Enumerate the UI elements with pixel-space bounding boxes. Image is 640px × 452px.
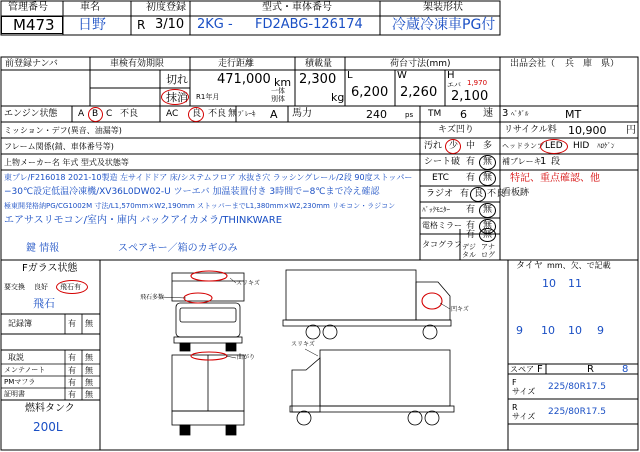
engine-A: A [78, 109, 85, 119]
tacho-yes: 有 [466, 230, 476, 240]
load-value: 2,300 [299, 72, 337, 87]
dealer-label: 出品会社（ [510, 59, 556, 69]
H-label: H [447, 70, 455, 81]
ac-label: AC [166, 109, 179, 119]
glass-label: Fガラス状態 [22, 263, 78, 274]
W-value: 2,260 [400, 85, 438, 100]
separate-label: 別体 [271, 95, 285, 103]
model-label: 型式・車体番号 [262, 2, 332, 13]
diagram-dent: 凹キズ [451, 306, 469, 313]
expired-text: 切れ [166, 73, 188, 86]
led-option: LED [545, 141, 563, 151]
seat-yes: 有 [466, 157, 476, 167]
tire-rear-4: 9 [597, 324, 604, 337]
mission-label: ミッション・デフ(異音、油漏等) [4, 126, 122, 135]
fuel-value: 200L [33, 420, 63, 434]
body-label: 架装形状 [423, 2, 463, 13]
keys-label: 鍵 情報 [26, 243, 60, 254]
proof-yes: 有 [68, 390, 76, 399]
headlamp-label: ヘッドランプ [502, 142, 544, 150]
load-label: 積載量 [305, 59, 333, 69]
date-frag: R1年月 [196, 93, 220, 101]
proof-no: 無 [85, 390, 93, 399]
menu-yes: 有 [68, 366, 76, 375]
f-size-label: F サイズ [512, 378, 536, 396]
ac-none: 無 [228, 109, 238, 119]
hp-label: 馬力 [292, 108, 312, 119]
f-size-value: 225/80R17.5 [548, 382, 606, 392]
engine-label: エンジン状態 [4, 109, 58, 119]
aux-brake-value: 1 [540, 156, 547, 167]
r-size-value: 225/80R17.5 [548, 407, 606, 417]
notes-title: 特記、重点確認、他 [510, 173, 600, 184]
car-name-label: 車名 [80, 2, 100, 13]
tire-rear-3: 10 [568, 324, 582, 337]
fuel-label: 燃料タンク [25, 403, 75, 414]
proof-label: 証明書 [4, 390, 25, 398]
mt-value: MT [565, 108, 582, 121]
evap-value: 1,970 [467, 79, 488, 87]
radio-good: 良 [474, 189, 484, 199]
model-code: 2KG - [197, 17, 233, 32]
mirror-label: 電格ミラー [422, 221, 462, 230]
dirt-many: 多 [483, 141, 493, 151]
truck-rear-view [172, 355, 244, 435]
frame-label: フレーム関係(錆、車体番号等) [4, 142, 114, 151]
menu-no: 無 [85, 366, 93, 375]
radio-yes: 有 [460, 189, 470, 199]
pm-yes: 有 [68, 378, 76, 387]
chassis-no: FD2ABG-126174 [255, 17, 363, 32]
ac-good: 良 [192, 109, 202, 119]
hp-value: 240 [366, 108, 387, 121]
chip-note: 飛石 [33, 297, 55, 310]
speed-unit: 速 [483, 108, 493, 119]
erased-text: 抹消 [166, 91, 188, 104]
hid-option: HID [573, 141, 590, 151]
tire-rear-2: 10 [541, 324, 555, 337]
dealer-pref: 兵 庫 県） [565, 59, 620, 69]
dims-label: 荷台寸法(mm) [390, 59, 451, 69]
upper-label: 上物メーカー名 年式 型式及状態等 [4, 158, 129, 167]
truck-side-view-left [283, 270, 451, 339]
etc-no: 無 [483, 173, 493, 183]
recycle-value: 10,900 [568, 124, 607, 137]
mirror-no: 無 [483, 221, 493, 231]
diagram-scratch-2: スリキズ [291, 341, 315, 348]
mgmt-no-label: 管理番号 [8, 2, 48, 13]
seat-no: 無 [483, 157, 493, 167]
body-type: 冷蔵冷凍車PG付 [392, 17, 496, 33]
record-label: 記録簿 [8, 319, 32, 328]
r-size-label: R サイズ [512, 403, 536, 421]
record-yes: 有 [68, 319, 76, 328]
record-no: 無 [85, 319, 93, 328]
manual-yes: 有 [68, 353, 76, 362]
seat-label: シート破 [424, 157, 461, 167]
pm-no: 無 [85, 378, 93, 387]
recycle-unit: 円 [626, 125, 636, 136]
menu-label: メンテノート [4, 366, 46, 374]
brake-label: ﾌﾞﾚｰｷ [238, 110, 256, 118]
tm-value: 6 [460, 108, 467, 121]
spare-R: R [587, 364, 594, 375]
diagram-crack: 飛石多数 [140, 294, 165, 301]
L-label: L [347, 70, 353, 81]
tacho-digital: デジ タル [462, 243, 476, 259]
manual-no: 無 [85, 353, 93, 362]
W-label: W [397, 70, 407, 81]
tire-front-1: 10 [542, 277, 556, 290]
keys-value: スペアキー／箱のカギのみ [118, 243, 238, 254]
glass-chip: 飛石有 [60, 283, 81, 291]
tacho-analog: アナ ログ [481, 243, 495, 259]
spare-label: スペア [510, 365, 534, 374]
etc-label: ETC [432, 173, 449, 183]
manual-label: 取説 [8, 353, 24, 362]
mirror-yes: 有 [466, 221, 476, 231]
desc-line-1: 東プレ/F216018 2021-10製造 左サイドドア 床/システムフロア 水抜き穴 ラッシングレール/2段 90度ストッパー [4, 173, 413, 182]
engine-bad: 不良 [120, 109, 139, 119]
tire-rear-1: 9 [516, 324, 523, 337]
pedal-label: ﾍﾟﾀﾞﾙ [511, 110, 529, 118]
spare-value: 8 [622, 364, 629, 375]
recycle-label: リサイクル料 [504, 125, 557, 135]
notes-item1: 看板跡 [502, 188, 530, 198]
single-label: 一体 [271, 87, 285, 95]
scratch-label: キズ凹り [438, 125, 474, 135]
car-name: 日野 [78, 17, 106, 33]
engine-C: C [106, 109, 113, 119]
L-value: 6,200 [351, 85, 389, 100]
tacho-no: 無 [483, 230, 493, 240]
desc-line-2: −30℃設定低温冷凍機/XV36L0DW02-U ツーエバ 加温装置付き 3時間で−8℃まで冷え確認 [4, 187, 380, 197]
first-reg: 3/10 [155, 17, 185, 32]
kg-unit: kg [331, 91, 345, 104]
era: R [137, 18, 146, 32]
diagram-scratch-1: スリキズ [236, 280, 260, 287]
tires-label: タイヤ [516, 261, 543, 271]
dirt-label: 汚れ [424, 141, 443, 151]
km-unit: km [274, 76, 292, 89]
monitor-label: ﾊﾞｯｸﾓﾆﾀｰ [422, 206, 450, 214]
tire-front-2: 11 [568, 277, 582, 290]
mileage-label: 走行距離 [218, 59, 255, 69]
diagram-dented: 曲がり [237, 354, 256, 361]
brake-value: A [270, 108, 278, 121]
desc-line-3: 極東開発格納PG/CG1002M 寸法/L1,570mm×W2,190mm ストッパーまでL1,380mm×W2,230mm リモコン・ラジコン [4, 202, 396, 210]
radio-bad: 不良 [487, 189, 506, 199]
tacho-label: タコグラフ [422, 240, 462, 249]
monitor-yes: 有 [466, 205, 476, 215]
pedal-no: 3 [502, 108, 509, 119]
first-reg-label: 初度登録 [146, 2, 186, 13]
evap-label: エバ [447, 81, 461, 89]
ac-bad: 不良 [208, 109, 227, 119]
dirt-small: 少 [449, 141, 459, 151]
engine-B: B [92, 109, 99, 119]
spare-F: F [537, 364, 543, 375]
truck-front-view [172, 273, 244, 351]
truck-side-view-right [290, 350, 454, 425]
ps-unit: ps [405, 111, 414, 119]
pm-label: PMマフラ [4, 378, 36, 386]
glass-need: 要交換 [4, 283, 25, 291]
aux-brake-unit: 段 [551, 157, 561, 167]
H-value: 2,100 [451, 89, 489, 104]
dirt-mid: 中 [466, 141, 476, 151]
glass-ok: 良好 [34, 283, 48, 291]
aux-brake-label: 補ブレーキ [502, 157, 542, 166]
prev-plate-label: 前登録ナンバ [5, 59, 58, 69]
etc-yes: 有 [466, 173, 476, 183]
monitor-no: 無 [483, 205, 493, 215]
mgmt-no: M473 [13, 16, 55, 34]
halogen-option: ﾊﾛｹﾞﾝ [597, 142, 615, 150]
tm-label: TM [428, 109, 442, 119]
desc-line-4: エアサスリモコン/室内・庫内 バックアイカメラ/THINKWARE [4, 215, 283, 226]
radio-label: ラジオ [426, 189, 454, 199]
inspection-label: 車検有効期限 [110, 59, 165, 69]
mileage-value: 471,000 [217, 72, 271, 87]
tires-unit-note: mm、欠、で記載 [547, 261, 611, 270]
